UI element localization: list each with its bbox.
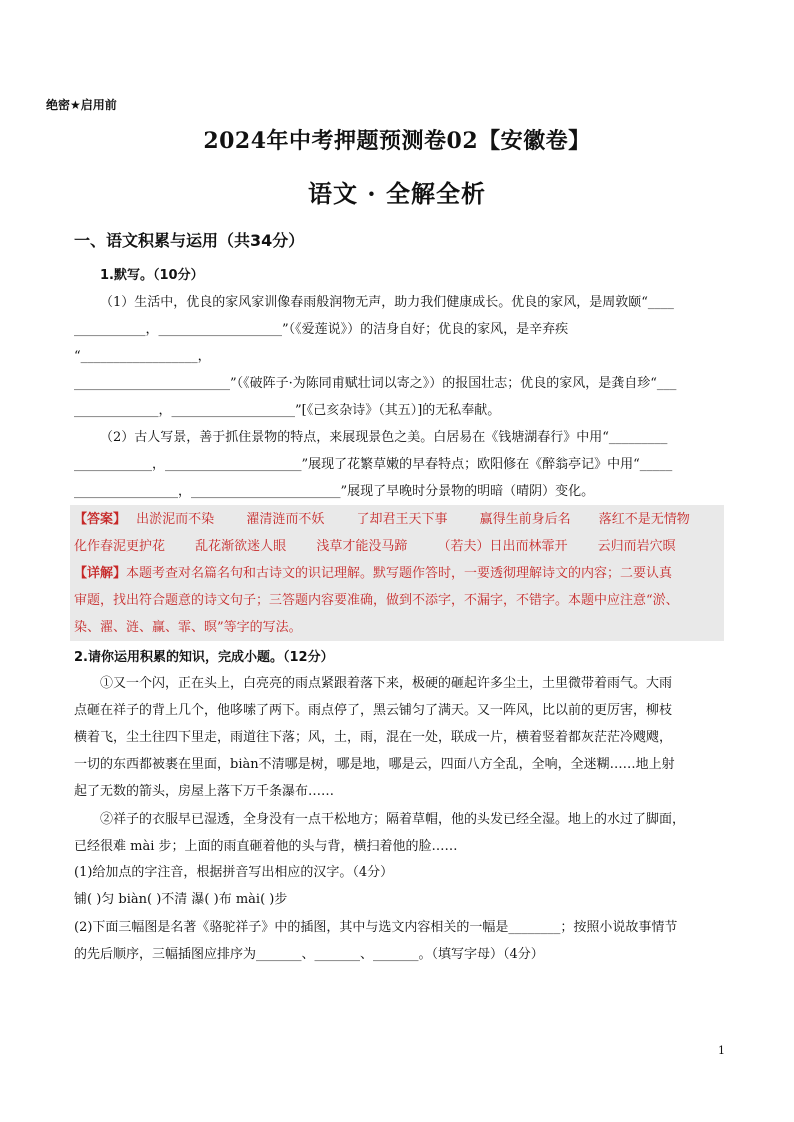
answer-item: 了却君王天下事: [356, 512, 448, 527]
sub-question-2-line: 的先后顺序，三幅插图应排序为_______、_______、_______。（填写字母）（4分）: [74, 947, 544, 962]
page-title: 2024年中考押题预测卷02【安徽卷】: [203, 128, 591, 154]
sub-question-1-blanks: 铺( )匀 biàn( )不清 瀑( )布 mài( )步: [74, 892, 288, 907]
confidential-label: 绝密★启用前: [46, 98, 117, 112]
question-1-heading: 1.默写。（10分）: [100, 268, 204, 283]
passage-line: 点砸在祥子的背上几个，他哆嗦了两下。雨点停了，黑云铺匀了满天。又一阵风，比以前的更厉害，柳枝: [74, 703, 673, 718]
page-subtitle: 语文 · 全解全析: [307, 179, 487, 208]
q1-line: “__________________，: [74, 349, 211, 364]
q1-line: （2）古人写景，善于抓住景物的特点，来展现景色之美。白居易在《钱塘湖春行》中用“_________: [100, 430, 668, 445]
answer-line-1: [74, 508, 690, 527]
detail-line-2: 审题，找出符合题意的诗文句子；三答题内容要准确，做到不添字，不漏字，不错字。本题中应注意“淤、: [74, 593, 679, 608]
answer-item: 落红不是无情物: [598, 512, 690, 527]
sub-question-2-line: (2)下面三幅图是名著《骆驼祥子》中的插图，其中与选文内容相关的一幅是________；按照小说故事情节: [74, 920, 678, 935]
q1-line: ________________，_______________________”展现了早晚时分景物的明暗（晴阴）变化。: [74, 484, 595, 499]
passage-line: 一切的东西都被裹在里面，biàn不清哪是树，哪是地，哪是云，四面八方全乱，全响，全迷糊……地上射: [74, 757, 675, 772]
answer-item: 云归而岩穴暝: [597, 539, 676, 554]
sub-question-1: (1)给加点的字注音，根据拼音写出相应的汉字。（4分）: [74, 865, 394, 880]
q1-line: （1）生活中，优良的家风家训像春雨般润物无声，助力我们健康成长。优良的家风，是周敦颐“____: [100, 295, 674, 310]
answer-item: （若夫）日出而林霏开: [437, 539, 568, 554]
question-2-heading: 2.请你运用积累的知识，完成小题。（12分）: [74, 650, 334, 665]
passage-line: ②祥子的衣服早已湿透，全身没有一点干松地方；隔着草帽，他的头发已经全湿。地上的水过了脚面，: [100, 812, 686, 827]
answer-item: 赢得生前身后名: [479, 512, 571, 527]
answer-item: 浅草才能没马蹄: [316, 539, 408, 554]
section-heading: 一、语文积累与运用（共34分）: [74, 231, 305, 250]
passage-line: 已经很难 mài 步；上面的雨直砸着他的头与背，横扫着他的脸……: [74, 839, 458, 854]
answer-line-2: [74, 535, 676, 554]
q1-line: _____________，___________________”[《己亥杂诗》（其五）]的无私奉献。: [74, 403, 501, 418]
detail-line-3: 染、濯、涟、赢、霏、暝”等字的写法。: [74, 620, 302, 635]
detail-tag: 【详解】: [74, 566, 127, 581]
q1-line: ___________，___________________”（《爱莲说》）的洁身自好；优良的家风，是辛弃疾: [74, 322, 569, 337]
answer-item: 出淤泥而不染: [136, 512, 215, 527]
answer-tag: 【答案】: [74, 512, 127, 527]
answer-item: 化作春泥更护花: [74, 539, 166, 554]
passage-line: 起了无数的箭头，房屋上落下万千条瀑布……: [74, 784, 335, 799]
answer-item: 濯清涟而不妖: [246, 512, 325, 527]
q1-line: ________________________”（《破阵子·为陈同甫赋壮词以寄之》）的报国壮志；优良的家风，是龚自珍“___: [74, 376, 677, 391]
passage-line: ①又一个闪，正在头上，白亮亮的雨点紧跟着落下来，极硬的砸起许多尘土，土里微带着雨气。大雨: [100, 676, 673, 691]
detail-text: 本题考查对名篇名句和古诗文的识记理解。默写题作答时，一要透彻理解诗文的内容；二要认真: [126, 566, 673, 581]
detail-line-1: [74, 562, 672, 581]
passage-line: 横着飞，尘土往四下里走，雨道往下落；风，土，雨，混在一处，联成一片，横着竖着都灰茫茫冷飕飕，: [74, 730, 673, 745]
q1-line: ____________，_____________________”展现了花繁草嫩的早春特点；欧阳修在《醉翁亭记》中用“_____: [74, 457, 673, 472]
answer-item: 乱花渐欲迷人眼: [195, 539, 287, 554]
page-number: 1: [718, 1044, 725, 1057]
